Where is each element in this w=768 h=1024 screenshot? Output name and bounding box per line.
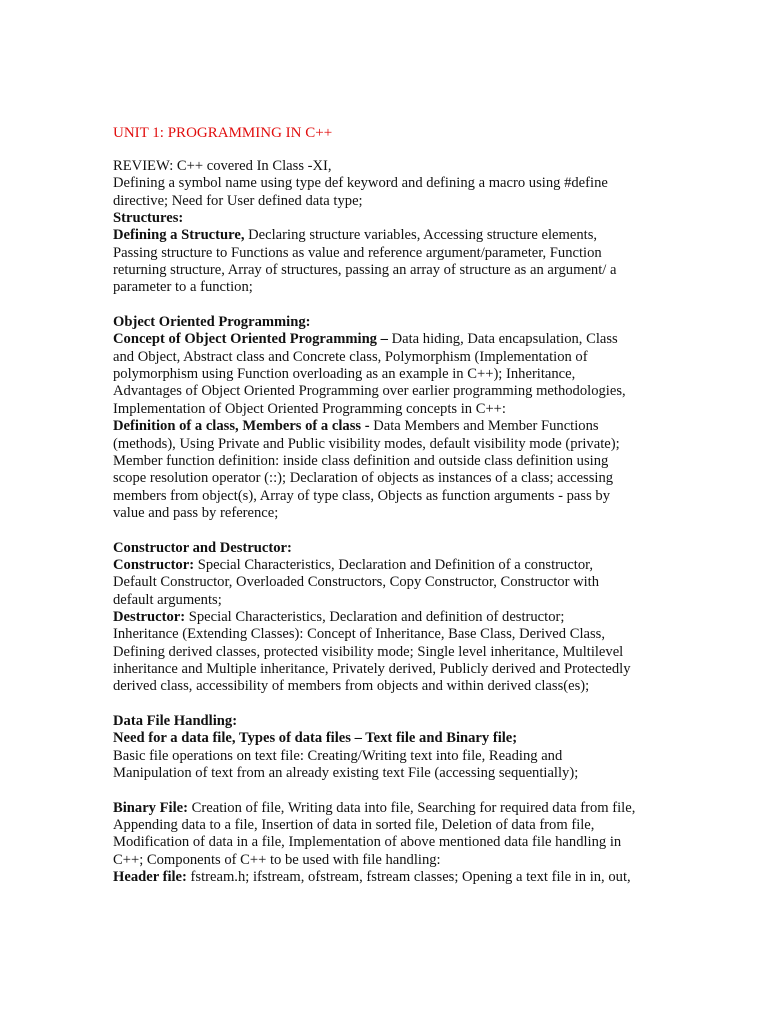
header-file-text: fstream.h; ifstream, ofstream, fstream classes; Opening a text file in in, out, [186, 869, 631, 886]
oop-line-10: members from object(s), Array of type class, Objects as function arguments - pass by [113, 487, 611, 504]
paragraph-gap [113, 696, 658, 713]
oop-line-11: value and pass by reference; [113, 504, 279, 521]
ctor-line-3: default arguments; [113, 591, 222, 608]
ctor-line-4 [113, 609, 658, 626]
files-line-2: Manipulation of text from an already existing text File (accessing sequentially); [113, 765, 579, 782]
ctor-line-4-text: Special Characteristics, Declaration and definition of destructor; [185, 608, 565, 625]
structures-line-4: parameter to a function; [113, 279, 253, 296]
constructor-label: Constructor: [113, 556, 195, 573]
oop-line-6-text: Data Members and Member Functions [369, 418, 599, 435]
files-subheading-text: Need for a data file, Types of data files – Text file and Binary file; [113, 730, 518, 747]
binary-line-3: Modification of data in a file, Implementation of above mentioned data file handling in [113, 834, 622, 851]
paragraph-gap [113, 297, 658, 314]
ctor-line-5: Inheritance (Extending Classes): Concept of Inheritance, Base Class, Derived Class, [113, 626, 605, 643]
oop-line-7: (methods), Using Private and Public visibility modes, default visibility mode (private); [113, 435, 620, 452]
oop-concept-label: Concept of Object Oriented Programming – [113, 331, 388, 348]
ctor-heading-text: Constructor and Destructor: [113, 539, 292, 556]
header-file-line [113, 869, 658, 886]
ctor-line-2: Default Constructor, Overloaded Constructors, Copy Constructor, Constructor with [113, 574, 600, 591]
oop-line-3: polymorphism using Function overloading as an example in C++); Inheritance, [113, 366, 576, 383]
oop-line-8: Member function definition: inside class definition and outside class definition using [113, 452, 609, 469]
files-heading [113, 713, 658, 730]
review-line-3: directive; Need for User defined data type; [113, 192, 363, 209]
oop-line-5: Implementation of Object Oriented Programming concepts in C++: [113, 400, 506, 417]
oop-heading-text: Object Oriented Programming: [113, 314, 311, 331]
review-line-2: Defining a symbol name using type def keyword and defining a macro using #define [113, 175, 608, 192]
header-file-label: Header file: [113, 869, 187, 886]
unit-title: UNIT 1: PROGRAMMING IN C++ [113, 125, 333, 141]
structures-heading [113, 210, 658, 227]
binary-line-1-text: Creation of file, Writing data into file, Searching for required data from file, [188, 799, 636, 816]
binary-line-2: Appending data to a file, Insertion of data in sorted file, Deletion of data from file, [113, 817, 595, 834]
structures-line-1-text: Declaring structure variables, Accessing structure elements, [244, 227, 598, 244]
structures-line-3: returning structure, Array of structures, passing an array of structure as an argument/ a [113, 262, 617, 279]
ctor-line-6: Defining derived classes, protected visibility mode; Single level inheritance, Multilevel [113, 643, 624, 660]
oop-line-1-text: Data hiding, Data encapsulation, Class [387, 331, 618, 348]
files-line-1: Basic file operations on text file: Creating/Writing text into file, Reading and [113, 747, 563, 764]
oop-heading [113, 314, 658, 331]
paragraph-gap [113, 782, 658, 799]
binary-file-label: Binary File: [113, 799, 188, 816]
review-line-1: REVIEW: C++ covered In Class -XI, [113, 158, 332, 174]
structures-bold-label: Defining a Structure, [113, 227, 245, 244]
structures-heading-text: Structures: [113, 210, 184, 227]
ctor-line-1 [113, 557, 658, 574]
destructor-label: Destructor: [113, 608, 186, 625]
ctor-heading [113, 540, 658, 557]
ctor-line-7: inheritance and Multiple inheritance, Privately derived, Publicly derived and Protectedly [113, 660, 631, 677]
structures-line-2: Passing structure to Functions as value and reference argument/parameter, Function [113, 244, 602, 261]
structures-line-1 [113, 227, 658, 244]
oop-line-1 [113, 331, 658, 348]
oop-line-6 [113, 418, 658, 435]
oop-line-4: Advantages of Object Oriented Programming over earlier programming methodologies, [113, 383, 626, 400]
oop-line-9: scope resolution operator (::); Declaration of objects as instances of a class; accessing [113, 470, 614, 487]
paragraph-gap [113, 522, 658, 539]
files-heading-text: Data File Handling: [113, 713, 238, 729]
class-definition-label: Definition of a class, Members of a class - [113, 418, 370, 435]
oop-line-2: and Object, Abstract class and Concrete class, Polymorphism (Implementation of [113, 348, 588, 365]
ctor-line-1-text: Special Characteristics, Declaration and Definition of a constructor, [194, 556, 594, 573]
binary-line-1 [113, 800, 658, 817]
files-subheading [113, 730, 658, 747]
ctor-line-8: derived class, accessibility of members from objects and within derived class(es); [113, 678, 590, 695]
binary-line-4: C++; Components of C++ to be used with file handling: [113, 851, 441, 868]
